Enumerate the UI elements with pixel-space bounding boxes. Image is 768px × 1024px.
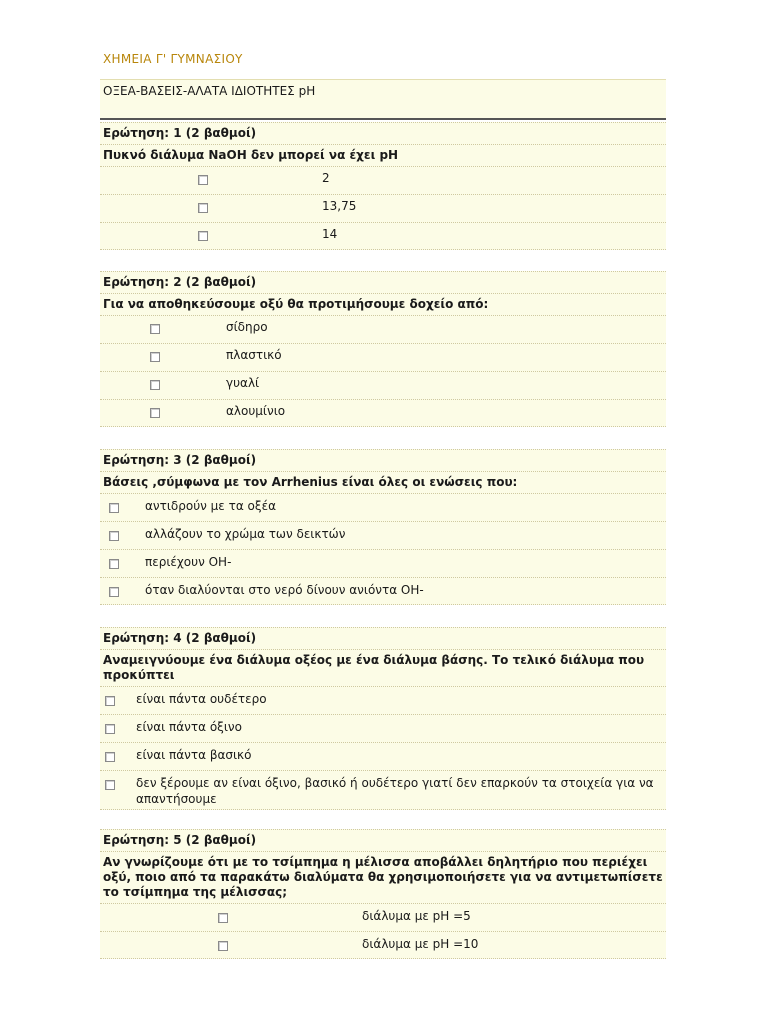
option-label: αλουμίνιο: [226, 404, 286, 418]
option-label: περιέχουν ΟΗ-: [145, 555, 232, 569]
question-text: Βάσεις ,σύμφωνα με τον Arrhenius είναι όλες οι ενώσεις που:: [100, 471, 666, 493]
option-label: σίδηρο: [226, 320, 268, 334]
option-checkbox[interactable]: [198, 231, 208, 241]
option-label: 2: [322, 171, 330, 185]
question-text: Αν γνωρίζουμε ότι με το τσίμπημα η μέλισσα αποβάλλει δηλητήριο που περιέχει οξύ, ποιο από τα παρακάτω διαλύματα θα χρησιμοποιήσετε για να αντιμετωπίσετε το τσίμπημα της μέλισσας;: [100, 851, 666, 903]
option-label: δεν ξέρουμε αν είναι όξινο, βασικό ή ουδέτερο γιατί δεν επαρκούν τα στοιχεία για να απαντήσουμε: [136, 776, 654, 806]
page-header: ΧΗΜΕΙΑ Γ' ΓΥΜΝΑΣΙΟΥ: [103, 52, 243, 66]
question-1: [100, 122, 666, 250]
option-row: [100, 493, 666, 521]
option-row: [100, 903, 666, 931]
option-checkbox[interactable]: [218, 941, 228, 951]
question-heading: Ερώτηση: 2 (2 βαθμοί): [100, 271, 666, 293]
option-row: [100, 521, 666, 549]
question-text: Για να αποθηκεύσουμε οξύ θα προτιμήσουμε δοχείο από:: [100, 293, 666, 315]
question-heading: Ερώτηση: 1 (2 βαθμοί): [100, 122, 666, 144]
question-text: Αναμειγνύουμε ένα διάλυμα οξέος με ένα διάλυμα βάσης. Το τελικό διάλυμα που προκύπτει: [100, 649, 666, 686]
option-row: [100, 549, 666, 577]
option-row: [100, 399, 666, 427]
option-label: διάλυμα με pH =10: [362, 937, 479, 951]
option-checkbox[interactable]: [150, 352, 160, 362]
option-row: [100, 166, 666, 194]
option-checkbox[interactable]: [105, 724, 115, 734]
option-label: 14: [322, 227, 338, 241]
question-heading: Ερώτηση: 4 (2 βαθμοί): [100, 627, 666, 649]
option-checkbox[interactable]: [109, 559, 119, 569]
option-label: είναι πάντα όξινο: [136, 720, 242, 734]
option-label: αλλάζουν το χρώμα των δεικτών: [145, 527, 346, 541]
question-3: [100, 449, 666, 605]
option-checkbox[interactable]: [150, 380, 160, 390]
option-row: [100, 931, 666, 959]
option-label: 13,75: [322, 199, 357, 213]
option-label: όταν διαλύονται στο νερό δίνουν ανιόντα ΟΗ-: [145, 583, 424, 597]
option-checkbox[interactable]: [105, 780, 115, 790]
option-label: αντιδρούν με τα οξέα: [145, 499, 276, 513]
option-label: γυαλί: [226, 376, 260, 390]
option-checkbox[interactable]: [109, 503, 119, 513]
question-2: [100, 271, 666, 427]
option-checkbox[interactable]: [105, 752, 115, 762]
option-checkbox[interactable]: [109, 587, 119, 597]
option-row: [100, 315, 666, 343]
option-label: διάλυμα με pH =5: [362, 909, 471, 923]
option-checkbox[interactable]: [109, 531, 119, 541]
option-row: [100, 371, 666, 399]
option-label: είναι πάντα βασικό: [136, 748, 252, 762]
option-checkbox[interactable]: [105, 696, 115, 706]
option-row: [100, 770, 666, 810]
option-checkbox[interactable]: [150, 324, 160, 334]
question-5: [100, 829, 666, 959]
question-heading: Ερώτηση: 5 (2 βαθμοί): [100, 829, 666, 851]
quiz-title: ΟΞΕΑ-ΒΑΣΕΙΣ-ΑΛΑΤΑ ΙΔΙΟΤΗΤΕΣ pH: [103, 84, 316, 98]
option-checkbox[interactable]: [218, 913, 228, 923]
option-checkbox[interactable]: [198, 203, 208, 213]
option-row: [100, 577, 666, 605]
question-4: [100, 627, 666, 810]
question-heading: Ερώτηση: 3 (2 βαθμοί): [100, 449, 666, 471]
option-row: [100, 742, 666, 770]
option-row: [100, 222, 666, 250]
option-row: [100, 686, 666, 714]
option-row: [100, 194, 666, 222]
option-row: [100, 714, 666, 742]
quiz-title-row: [100, 79, 666, 120]
question-text: Πυκνό διάλυμα NaOH δεν μπορεί να έχει pH: [100, 144, 666, 166]
option-checkbox[interactable]: [198, 175, 208, 185]
option-label: πλαστικό: [226, 348, 282, 362]
option-row: [100, 343, 666, 371]
option-label: είναι πάντα ουδέτερο: [136, 692, 267, 706]
option-checkbox[interactable]: [150, 408, 160, 418]
